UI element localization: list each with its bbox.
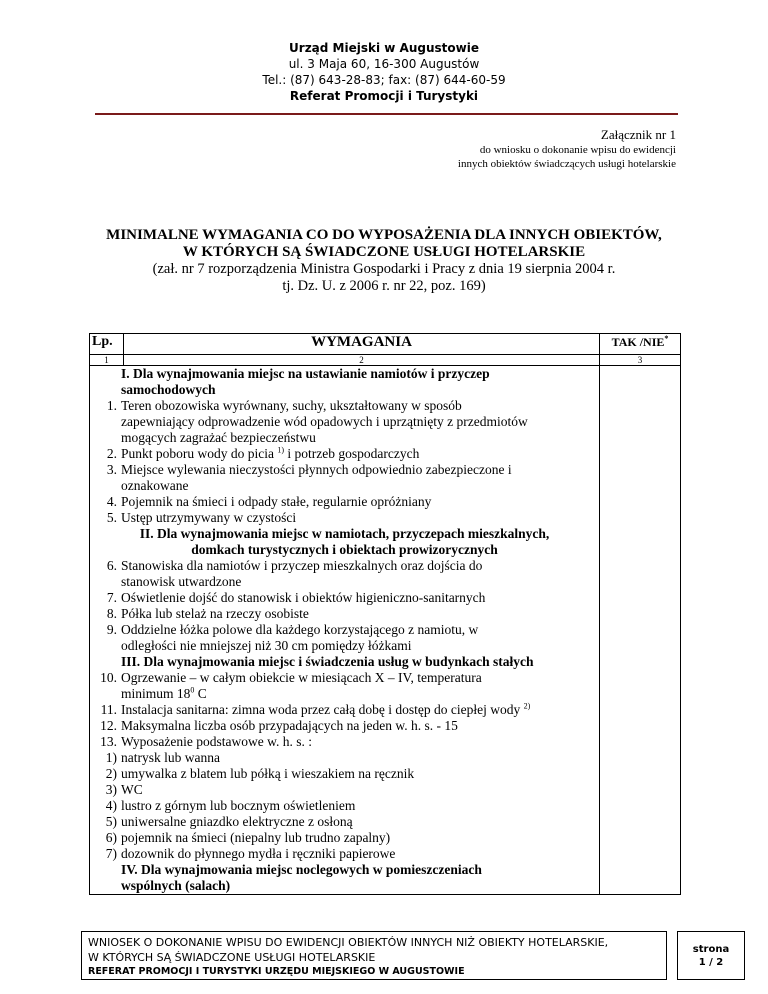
item-text: Stanowiska dla namiotów i przyczep mieszkalnych oraz dojścia do [121, 558, 483, 573]
footnote-ref: 1) [277, 445, 285, 455]
footer-line-3: REFERAT PROMOCJI I TURYSTYKI URZĘDU MIEJSKIEGO W AUGUSTOWIE [88, 966, 465, 977]
requirements-list [90, 366, 600, 895]
annex-line-1: do wniosku o dokonanie wpisu do ewidencji [479, 144, 676, 156]
list-item [90, 622, 599, 654]
sub-item-number: 4) [105, 798, 117, 813]
sub-item-number: 1) [105, 750, 117, 765]
list-item [90, 494, 599, 510]
sub-item [90, 750, 599, 766]
item-text: zapewniający odprowadzenie wód opadowych i uprzątnięty z przedmiotów [121, 414, 528, 429]
list-item [90, 510, 599, 526]
sub-item [90, 846, 599, 862]
sub-item-text: pojemnik na śmieci (niepalny lub trudno zapalny) [121, 830, 391, 845]
annex-title: Załącznik nr 1 [600, 127, 676, 142]
footnote-ref: 2) [523, 701, 531, 711]
column-number-1: 1 [90, 355, 124, 366]
item-text: Ogrzewanie – w całym obiekcie w miesiącach X – IV, temperatura [121, 670, 482, 685]
yes-no-label: TAK /NIE [611, 335, 665, 349]
item-text: Pojemnik na śmieci i odpady stałe, regularnie opróżniany [121, 494, 432, 509]
item-text: Teren obozowiska wyrównany, suchy, ukształtowany w sposób [121, 398, 462, 413]
sub-item-number: 7) [105, 846, 117, 861]
section-1-title-cont: samochodowych [121, 382, 216, 397]
requirements-body-row [90, 366, 681, 895]
title-line-1: MINIMALNE WYMAGANIA CO DO WYPOSAŻENIA DLA INNYCH OBIEKTÓW, [106, 227, 662, 243]
title-line-3: (zał. nr 7 rozporządzenia Ministra Gospodarki i Pracy z dnia 19 sierpnia 2004 r. [152, 261, 616, 277]
sub-item [90, 798, 599, 814]
section-2-title-cont: domkach turystycznych i obiektach prowizorycznych [191, 542, 498, 557]
item-text: Maksymalna liczba osób przypadających na jeden w. h. s. - 15 [121, 718, 458, 733]
sub-item-text: WC [121, 782, 143, 797]
sub-item [90, 814, 599, 830]
list-item [90, 670, 599, 702]
sub-item-text: umywalka z blatem lub półką i wieszakiem na ręcznik [121, 766, 415, 781]
column-yes-no-header [600, 334, 681, 355]
section-4-title: IV. Dla wynajmowania miejsc noclegowych w pomieszczeniach [121, 862, 482, 877]
column-number-3: 3 [600, 355, 681, 366]
section-3-heading [90, 654, 599, 670]
item-number: 9. [106, 622, 117, 637]
item-text: oznakowane [121, 478, 189, 493]
item-text: minimum 18 [121, 686, 191, 701]
sub-item-number: 3) [105, 782, 117, 797]
yes-no-answer-cell[interactable] [600, 366, 681, 895]
item-text: mogących zagrażać bezpieczeństwu [121, 430, 316, 445]
item-text: Wyposażenie podstawowe w. h. s. : [121, 734, 313, 749]
annex-note [458, 127, 676, 171]
list-item [90, 590, 599, 606]
item-text: Oświetlenie dojść do stanowisk i obiektów higieniczno-sanitarnych [121, 590, 486, 605]
item-number: 12. [100, 718, 117, 733]
column-number-2: 2 [124, 355, 600, 366]
yes-no-footnote: * [664, 334, 669, 343]
item-number: 11. [100, 702, 117, 717]
page-footer [81, 931, 667, 980]
sub-item [90, 782, 599, 798]
item-number: 8. [106, 606, 117, 621]
title-line-2: W KTÓRYCH SĄ ŚWIADCZONE USŁUGI HOTELARSKIE [182, 244, 586, 260]
section-1-heading [90, 366, 599, 398]
sub-item-text: lustro z górnym lub bocznym oświetleniem [121, 798, 356, 813]
column-lp-header: Lp. [90, 334, 124, 355]
title-line-4: tj. Dz. U. z 2006 r. nr 22, poz. 169) [282, 278, 486, 294]
office-address: ul. 3 Maja 60, 16-300 Augustów [288, 57, 480, 71]
item-text: i potrzeb gospodarczych [284, 446, 420, 461]
section-2-heading [90, 526, 599, 558]
item-number: 10. [100, 670, 117, 685]
list-item [90, 606, 599, 622]
section-1-title: I. Dla wynajmowania miejsc na ustawianie namiotów i przyczep [121, 366, 490, 381]
item-text: Półka lub stelaż na rzeczy osobiste [121, 606, 309, 621]
list-item [90, 734, 599, 750]
sub-item-text: uniwersalne gniazdko elektryczne z osłoną [121, 814, 353, 829]
item-text: stanowisk utwardzone [121, 574, 242, 589]
sub-item-number: 2) [105, 766, 117, 781]
list-item [90, 558, 599, 590]
item-number: 5. [106, 510, 117, 525]
list-item [90, 462, 599, 494]
section-4-heading [90, 862, 599, 894]
office-phone: Tel.: (87) 643-28-83; fax: (87) 644-60-59 [262, 73, 506, 87]
page-label: strona [692, 944, 730, 955]
list-item [90, 398, 599, 446]
footer-line-1: WNIOSEK O DOKONANIE WPISU DO EWIDENCJI OBIEKTÓW INNYCH NIŻ OBIEKTY HOTELARSKIE, [88, 936, 609, 949]
sub-item-number: 6) [105, 830, 117, 845]
section-3-title: III. Dla wynajmowania miejsc i świadczenia usług w budynkach stałych [121, 654, 534, 669]
document-title [0, 227, 768, 295]
sub-item [90, 766, 599, 782]
item-text: Instalacja sanitarna: zimna woda przez całą dobę i dostęp do ciepłej wody [121, 702, 524, 717]
item-number: 3. [106, 462, 117, 477]
sub-item [90, 830, 599, 846]
sub-item-text: dozownik do płynnego mydła i ręczniki papierowe [121, 846, 396, 861]
header-divider [95, 113, 678, 115]
footer-line-2: W KTÓRYCH SĄ ŚWIADCZONE USŁUGI HOTELARSKIE [88, 951, 376, 964]
item-text: Ustęp utrzymywany w czystości [121, 510, 297, 525]
sub-item-number: 5) [105, 814, 117, 829]
list-item [90, 446, 599, 462]
item-text: C [194, 686, 207, 701]
column-requirements-header: WYMAGANIA [124, 334, 600, 355]
item-number: 2. [106, 446, 117, 461]
item-number: 4. [106, 494, 117, 509]
office-department: Referat Promocji i Turystyki [289, 89, 479, 103]
column-number-row [90, 355, 681, 366]
item-text: Punkt poboru wody do picia [121, 446, 274, 461]
section-2-title: II. Dla wynajmowania miejsc w namiotach, przyczepach mieszkalnych, [139, 526, 550, 541]
page-number-box [677, 931, 745, 980]
item-text: odległości nie mniejszej niż 30 cm pomiędzy łóżkami [121, 638, 412, 653]
item-number: 13. [100, 734, 117, 749]
office-name: Urząd Miejski w Augustowie [289, 41, 479, 55]
table-header-row [90, 334, 681, 355]
item-text: Oddzielne łóżka polowe dla każdego korzystającego z namiotu, w [121, 622, 479, 637]
requirements-table [89, 333, 681, 895]
list-item [90, 702, 599, 718]
section-4-title-cont: wspólnych (salach) [121, 878, 231, 893]
item-number: 7. [106, 590, 117, 605]
sub-item-text: natrysk lub wanna [121, 750, 220, 765]
annex-line-2: innych obiektów świadczących usługi hotelarskie [457, 158, 676, 170]
item-number: 1. [106, 398, 117, 413]
page-number: 1 / 2 [698, 957, 724, 968]
item-number: 6. [106, 558, 117, 573]
degree-superscript: 0 [190, 685, 195, 695]
item-text: Miejsce wylewania nieczystości płynnych odpowiednio zabezpieczone i [121, 462, 512, 477]
list-item [90, 718, 599, 734]
letterhead [0, 40, 768, 104]
